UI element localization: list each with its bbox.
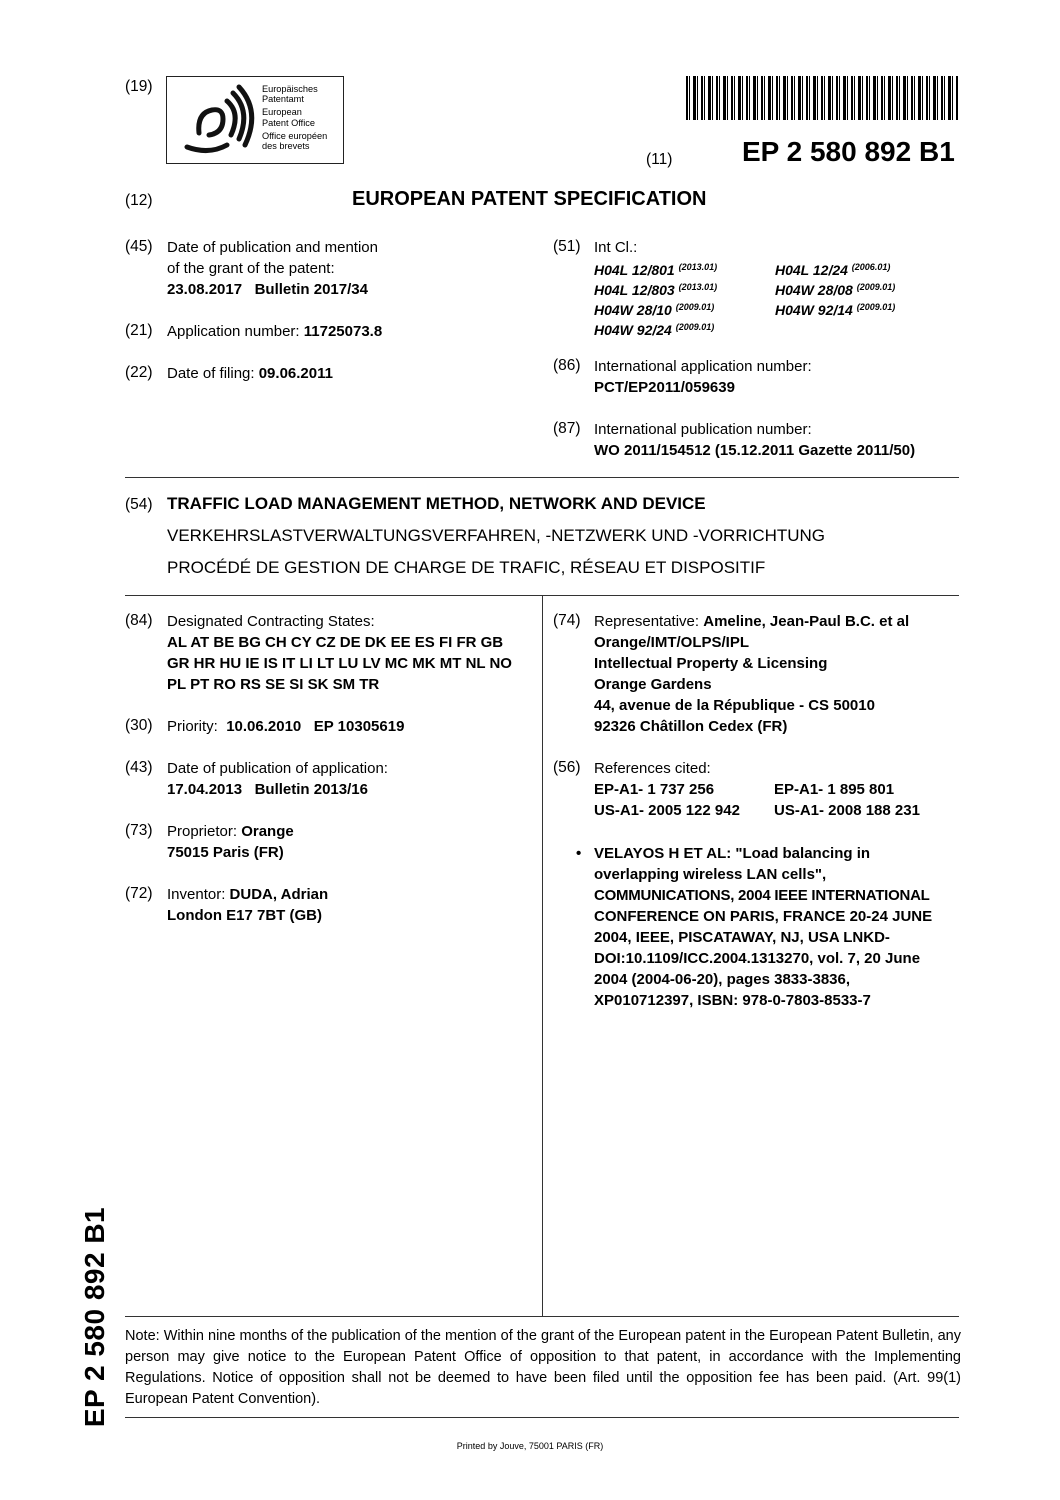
states-line: PL PT RO RS SE SI SK SM TR [167,676,380,693]
field-label: Date of filing: [167,365,259,382]
states-line: GR HR HU IE IS IT LI LT LU LV MC MK MT NL NO [167,655,512,672]
application-publication-value: 17.04.2013 Bulletin 2013/16 [167,781,368,798]
opposition-note: Note: Within nine months of the publication of the mention of the grant of the European patent in the European Patent Bulletin, any person may give notice to the European Patent Office of opposition to that patent, in accordance with the Implementing Regulations. Notice of opposition shall not be deemed to have been filed until the opposition fee has been paid. (Art. 99(1) European Patent Convention). [125,1328,961,1407]
application-number-value: 11725073.8 [303,323,383,340]
designated-states [167,611,512,695]
inventor [167,884,328,926]
field-label: Date of publication of application: [167,760,388,777]
publication-number: EP 2 580 892 B1 [742,136,955,167]
proprietor [167,821,294,863]
office-name-line: Office européen [262,130,328,141]
inid-21: (21) [125,322,153,339]
divider [125,1316,959,1317]
ipc-code: H04W 28/08 [775,282,853,298]
field-label: Inventor: [167,886,230,903]
inventor-value: DUDA, Adrian [229,886,329,903]
ipc-class [594,317,714,340]
ipc-code: H04W 28/10 [594,302,672,318]
ipc-year: (2013.01) [678,282,718,292]
inid-45: (45) [125,238,153,255]
field-label: Date of publication and mention [167,239,378,256]
field-label: of the grant of the patent: [167,260,335,277]
npl-line: 2004 (2004-06-20), pages 3833-3836, [594,971,851,988]
proprietor-address: 75015 Paris (FR) [167,844,284,861]
field-label: Designated Contracting States: [167,613,375,630]
inid-73: (73) [125,822,153,839]
field-label: Representative: [594,613,704,630]
reference-item: EP-A1- 1 895 801 [774,781,895,798]
representative-line: 44, avenue de la République - CS 50010 [594,697,875,714]
ipc-code: H04W 92/14 [775,302,853,318]
column-divider [542,596,543,1317]
npl-line: VELAYOS H ET AL: "Load balancing in [594,845,871,862]
filing-date-value: 09.06.2011 [258,365,333,382]
ipc-code: H04W 92/24 [594,322,672,338]
inid-74: (74) [553,612,581,629]
ipc-code: H04L 12/803 [594,282,675,298]
application-number [167,321,382,342]
field-label: Priority: [167,718,227,735]
representative-line: Orange Gardens [594,676,712,693]
npl-line: overlapping wireless LAN cells", [594,866,827,883]
npl-line: 2004, IEEE, PISCATAWAY, NJ, USA LNKD- [594,929,890,946]
field-label: International application number: [594,358,812,375]
grant-publication [167,237,378,300]
printer-footer: Printed by Jouve, 75001 PARIS (FR) [456,1441,604,1451]
reference-item: US-A1- 2008 188 231 [774,802,920,819]
ipc-code: H04L 12/801 [594,262,675,278]
inid-86: (86) [553,357,581,374]
inid-51: (51) [553,238,581,255]
office-name-line: European [262,107,302,118]
ipc-year: (2009.01) [675,322,715,332]
inventor-address: London E17 7BT (GB) [167,907,322,924]
title-german: VERKEHRSLASTVERWALTUNGSVERFAHREN, -NETZWERK UND -VORRICHTUNG [167,526,826,545]
epo-logo [166,76,344,164]
proprietor-value: Orange [241,823,294,840]
filing-date [167,363,333,384]
document-kind: EUROPEAN PATENT SPECIFICATION [352,188,707,210]
priority-value: 10.06.2010 EP 10305619 [226,718,405,735]
divider [125,1417,959,1418]
office-name [262,84,327,151]
field-label: International publication number: [594,421,812,438]
ipc-year: (2013.01) [678,262,718,272]
divider [125,477,959,478]
reference-item: EP-A1- 1 737 256 [594,781,715,798]
title-french: PROCÉDÉ DE GESTION DE CHARGE DE TRAFIC, RÉSEAU ET DISPOSITIF [167,558,766,577]
barcode [686,76,958,120]
inid-87: (87) [553,420,581,437]
states-line: AL AT BE BG CH CY CZ DE DK EE ES FI FR GB [167,634,504,651]
npl-line: CONFERENCE ON PARIS, FRANCE 20-24 JUNE [594,908,933,925]
inid-54: (54) [125,496,153,513]
ipc-class [775,297,895,320]
npl-line: COMMUNICATIONS, 2004 IEEE INTERNATIONAL [594,887,930,904]
inid-43: (43) [125,759,153,776]
title-english: TRAFFIC LOAD MANAGEMENT METHOD, NETWORK AND DEVICE [167,494,706,513]
representative-line: Intellectual Property & Licensing [594,655,828,672]
intl-publication [594,419,915,461]
ipc-year: (2009.01) [856,302,896,312]
inid-72: (72) [125,885,153,902]
npl-line: XP010712397, ISBN: 978-0-7803-8533-7 [594,992,871,1009]
intl-application-value: PCT/EP2011/059639 [594,379,735,396]
npl-line: DOI:10.1109/ICC.2004.1313270, vol. 7, 20 June [594,950,921,967]
grant-date-value: 23.08.2017 Bulletin 2017/34 [167,281,368,298]
npl-reference [594,843,960,1011]
inid-12: (12) [125,192,153,209]
inid-11: (11) [646,151,673,168]
epo-emblem-icon [179,83,255,157]
priority [167,716,404,737]
intl-publication-value: WO 2011/154512 (15.12.2011 Gazette 2011/50) [594,442,916,459]
ipc-year: (2009.01) [856,282,896,292]
representative-line: 92326 Châtillon Cedex (FR) [594,718,788,735]
bullet: • [576,845,582,862]
reference-item: US-A1- 2005 122 942 [594,802,740,819]
inid-22: (22) [125,364,153,381]
representative [594,611,909,737]
inid-84: (84) [125,612,153,629]
office-name-line: Europäisches [262,84,318,94]
office-name-line: des brevets [262,141,310,152]
representative-line: Orange/IMT/OLPS/IPL [594,634,750,651]
inid-19: (19) [125,78,153,95]
int-cl-label: Int Cl.: [594,239,638,256]
side-publication-number: EP 2 580 892 B1 [79,1206,110,1428]
field-label: Application number: [167,323,304,340]
ipc-year: (2006.01) [851,262,891,272]
office-name-line: Patentamt [262,94,304,105]
references-label: References cited: [594,760,711,777]
representative-value: Ameline, Jean-Paul B.C. et al [703,613,910,630]
inid-56: (56) [553,759,581,776]
field-label: Proprietor: [167,823,242,840]
office-name-line: Patent Office [262,117,315,128]
ipc-code: H04L 12/24 [775,262,848,278]
application-publication [167,758,388,800]
ipc-year: (2009.01) [675,302,715,312]
intl-application [594,356,812,398]
inid-30: (30) [125,717,153,734]
